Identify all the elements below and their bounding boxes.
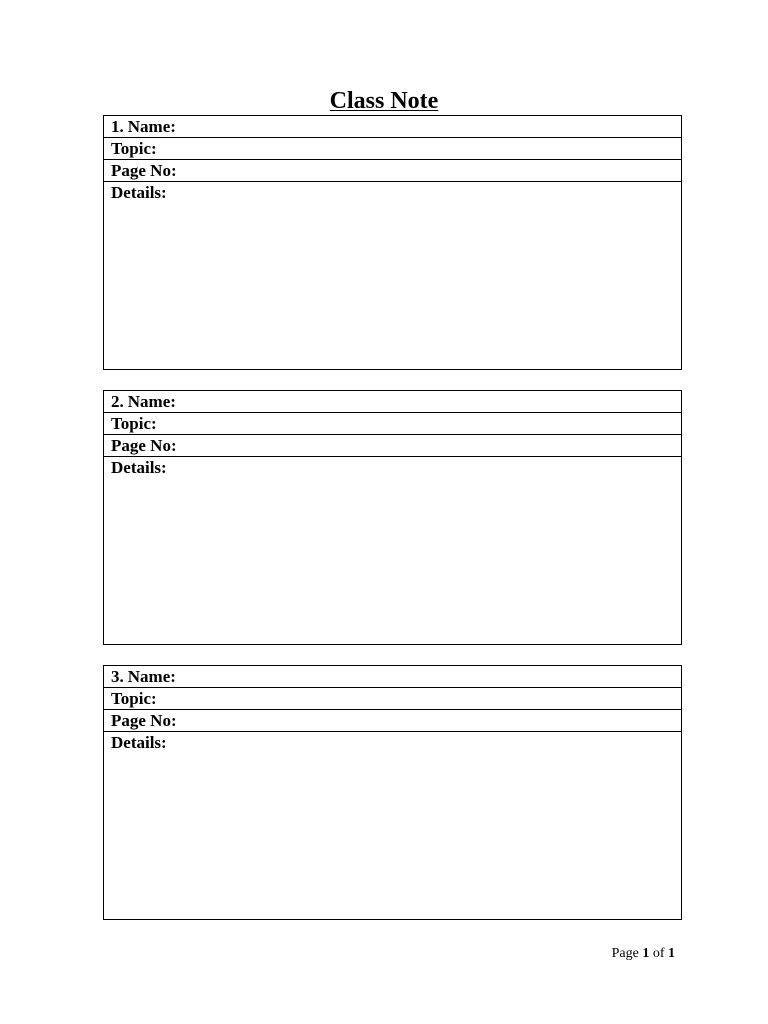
of-word: of xyxy=(652,946,665,961)
note-number: 3. xyxy=(111,667,124,686)
page-title: Class Note xyxy=(329,88,439,114)
page-no-label: Page No: xyxy=(111,436,177,455)
page-no-row xyxy=(104,710,681,732)
note-card xyxy=(103,665,682,920)
details-label: Details: xyxy=(111,458,167,477)
details-area xyxy=(104,732,681,753)
name-label: Name: xyxy=(127,667,176,686)
current-page-number: 1 xyxy=(642,946,650,961)
topic-row xyxy=(104,688,681,710)
topic-row xyxy=(104,138,681,160)
details-area xyxy=(104,182,681,203)
details-area xyxy=(104,457,681,478)
page-no-row xyxy=(104,160,681,182)
name-row xyxy=(104,391,681,413)
name-row xyxy=(104,666,681,688)
topic-row xyxy=(104,413,681,435)
note-number: 2. xyxy=(111,392,124,411)
page-footer xyxy=(612,945,675,963)
page-no-label: Page No: xyxy=(111,161,177,180)
page-no-label: Page No: xyxy=(111,711,177,730)
topic-label: Topic: xyxy=(111,689,157,708)
topic-label: Topic: xyxy=(111,139,157,158)
note-card xyxy=(103,115,682,370)
details-label: Details: xyxy=(111,733,167,752)
name-row xyxy=(104,116,681,138)
total-pages-number: 1 xyxy=(668,946,675,961)
details-label: Details: xyxy=(111,183,167,202)
page-no-row xyxy=(104,435,681,457)
name-label: Name: xyxy=(127,117,176,136)
note-card xyxy=(103,390,682,645)
page-word: Page xyxy=(611,946,639,961)
topic-label: Topic: xyxy=(111,414,157,433)
name-label: Name: xyxy=(127,392,176,411)
note-number: 1. xyxy=(111,117,124,136)
